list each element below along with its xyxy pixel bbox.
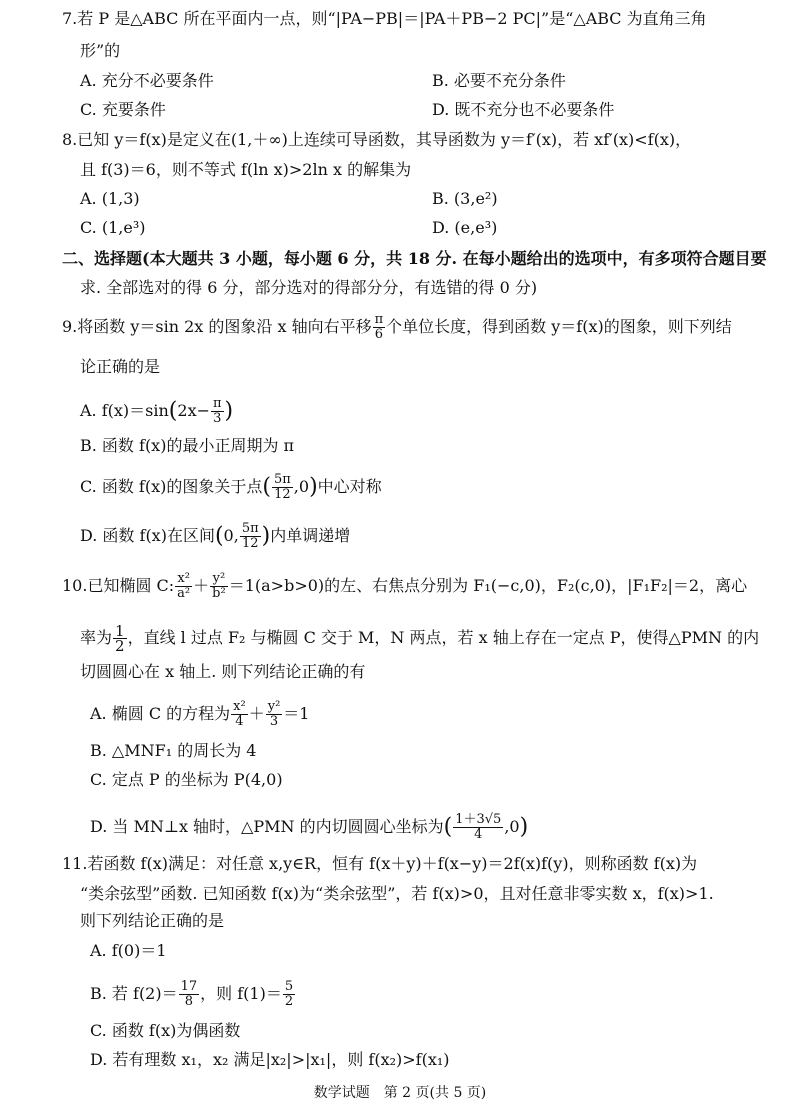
- q9-option-c: C. 函数 f(x)的图象关于点( $\frac{5\pi}{12}$ ,0)中心对称: [80, 472, 382, 502]
- q9-option-a: A. f(x)＝sin(2x− $\frac{\pi}{3}$ ): [80, 396, 234, 426]
- q8-option-b: B. (3,e²): [432, 189, 498, 208]
- q8-option-a: A. (1,3) B. (3,e²): [80, 189, 498, 208]
- q11-stem-line3: 则下列结论正确的是: [80, 911, 225, 930]
- q8-stem-line2: 且 f(3)＝6，则不等式 f(ln x)>2ln x 的解集为: [80, 160, 412, 179]
- q9-option-d: D. 函数 f(x)在区间(0, $\frac{5\pi}{12}$ )内单调递增: [80, 521, 351, 551]
- q11-option-b: B. 若 f(2)＝ $\frac{17}{8}$ ，则 f(1)＝ $\frac{5}{2}$: [90, 979, 294, 1009]
- q10-option-a: A. 椭圆 C 的方程为 $\frac{\text{x²}}{4}$ ＋ $\frac{\text{y²}}{3}$ ＝1: [90, 699, 310, 729]
- q10-option-c: C. 定点 P 的坐标为 P(4,0): [90, 770, 283, 789]
- q10-stem-line3: 切圆圆心在 x 轴上. 则下列结论正确的有: [80, 662, 366, 681]
- q9-stem-line1: 9.将函数 y＝sin 2x 的图象沿 x 轴向右平移 $\frac{\pi}{6}$ 个单位长度，得到函数 y＝f(x)的图象，则下列结: [62, 312, 732, 342]
- q7-option-a: A. 充分不必要条件 B. 必要不充分条件: [80, 71, 566, 90]
- q10-stem-line2: 率为 $\frac{1}{2}$ ，直线 l 过点 F₂ 与椭圆 C 交于 M，N 两点，若 x 轴上存在一定点 P，使得△PMN 的内: [80, 622, 760, 655]
- q7-option-b: B. 必要不充分条件: [432, 71, 566, 90]
- q11-stem-line1: 11.若函数 f(x)满足：对任意 x,y∈R，恒有 f(x＋y)＋f(x−y)＝2f(x)f(y)，则称函数 f(x)为: [62, 854, 698, 873]
- q7-stem-line1: 7.若 P 是△ABC 所在平面内一点，则“|PA−PB|＝|PA＋PB−2 PC|”是“△ABC 为直角三角: [62, 9, 707, 28]
- page-footer: 数学试题 第 2 页(共 5 页): [313, 1085, 487, 1101]
- q7-option-c: C. 充要条件 D. 既不充分也不必要条件: [80, 100, 615, 119]
- q8-stem-line1: 8.已知 y＝f(x)是定义在(1,＋∞)上连续可导函数，其导函数为 y＝f′(x)，若 xf′(x)<f(x)，: [62, 130, 692, 149]
- section2-header-line2: 求. 全部选对的得 6 分，部分选对的得部分分，有选错的得 0 分): [80, 278, 538, 297]
- q8-option-d: D. (e,e³): [432, 218, 498, 237]
- q9-shift-fraction: $\frac{\pi}{6}$: [374, 312, 384, 342]
- q10-stem-line1: 10.已知椭圆 C: $\frac{\text{x²}}{\text{a²}}$ ＋ $\frac{\text{y²}}{\text{b²}}$ ＝1(a>b>0)的左、右焦点分别为 F₁(−c,0)，F₂(c,0)，|F₁F₂|＝2，离心: [62, 571, 748, 601]
- q10-option-d: D. 当 MN⊥x 轴时，△PMN 的内切圆圆心坐标为( $\frac{1+3√5}{4}$ ,0): [90, 812, 529, 842]
- q8-option-c: C. (1,e³) D. (e,e³): [80, 218, 498, 237]
- q10-option-b: B. △MNF₁ 的周长为 4: [90, 741, 257, 760]
- q9-option-b: B. 函数 f(x)的最小正周期为 π: [80, 436, 295, 455]
- section2-header-line1: 二、选择题(本大题共 3 小题，每小题 6 分，共 18 分. 在每小题给出的选项中，有多项符合题目要: [62, 249, 767, 268]
- q11-stem-line2: “类余弦型”函数. 已知函数 f(x)为“类余弦型”，若 f(x)>0，且对任意非零实数 x，f(x)>1.: [80, 884, 714, 903]
- q7-stem-line2: 形”的: [80, 41, 121, 60]
- q7-option-d: D. 既不充分也不必要条件: [432, 100, 615, 119]
- q11-option-a: A. f(0)＝1: [90, 941, 167, 960]
- q11-option-d: D. 若有理数 x₁，x₂ 满足|x₂|>|x₁|，则 f(x₂)>f(x₁): [90, 1050, 450, 1069]
- q11-option-c: C. 函数 f(x)为偶函数: [90, 1021, 241, 1040]
- q9-stem-line2: 论正确的是: [80, 357, 161, 376]
